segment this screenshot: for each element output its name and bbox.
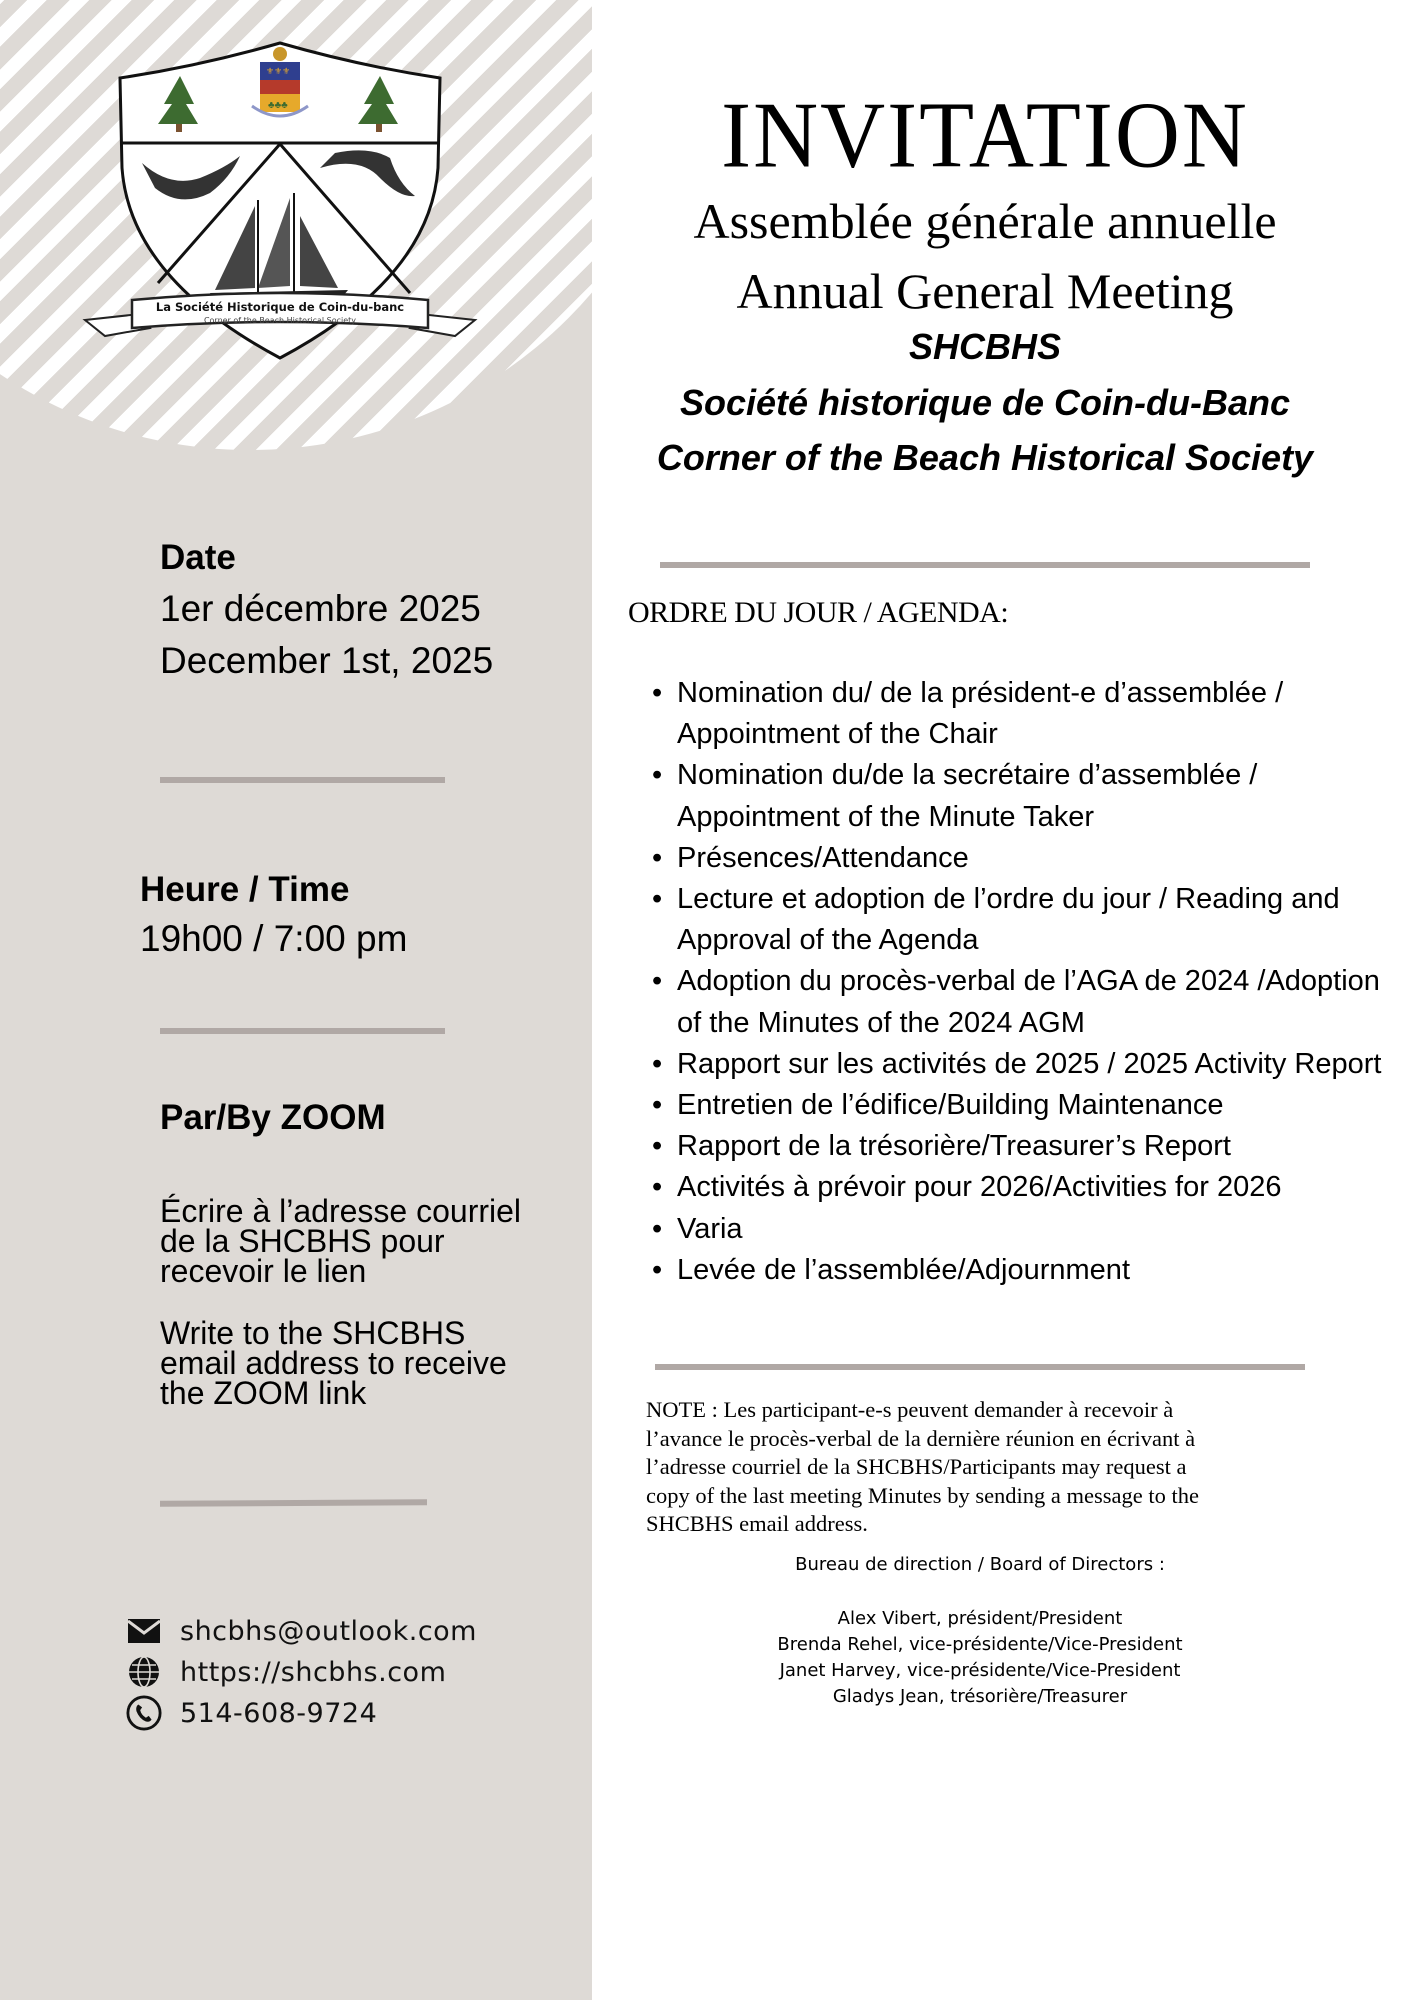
bullet-icon: • <box>652 1212 663 1245</box>
website-link[interactable]: https://shcbhs.com <box>180 1656 447 1688</box>
divider <box>160 1028 445 1034</box>
org-acronym: SHCBHS <box>908 326 1061 367</box>
svg-text:♣♣♣: ♣♣♣ <box>268 100 288 111</box>
time-label: Heure / Time <box>140 870 350 909</box>
agenda-item-line: Entretien de l’édifice/Building Maintenance <box>677 1089 1224 1122</box>
zoom-en-line: the ZOOM link <box>160 1375 367 1411</box>
crest-banner-line1: La Société Historique de Coin-du-banc <box>155 300 405 314</box>
zoom-fr-line: recevoir le lien <box>160 1253 367 1289</box>
bullet-icon: • <box>652 1089 663 1122</box>
agenda-list <box>652 673 1412 1291</box>
bullet-icon: • <box>652 1047 663 1080</box>
bullet-icon: • <box>652 677 663 709</box>
zoom-en-line: email address to receive <box>160 1345 507 1381</box>
subtitle-en: Annual General Meeting <box>736 263 1234 319</box>
agenda-item <box>652 879 1412 961</box>
zoom-instructions-en <box>160 1315 507 1411</box>
subtitle-fr: Assemblée générale annuelle <box>693 193 1277 249</box>
board-member: Janet Harvey, vice-présidente/Vice-President <box>779 1660 1181 1681</box>
crest-banner-line2: Corner of the Beach Historical Society <box>203 316 357 325</box>
bullet-icon: • <box>652 1130 663 1163</box>
agenda-item <box>652 1209 1412 1250</box>
agenda-item-line: Levée de l’assemblée/Adjournment <box>677 1253 1130 1286</box>
zoom-label: Par/By ZOOM <box>160 1098 386 1137</box>
zoom-en-line: Write to the SHCBHS <box>160 1315 466 1351</box>
zoom-instructions-fr <box>160 1193 522 1289</box>
agenda-item <box>652 755 1412 837</box>
board-member: Alex Vibert, président/President <box>837 1608 1123 1629</box>
note-line: copy of the last meeting Minutes by sending a message to the <box>646 1482 1200 1508</box>
contact-email[interactable] <box>126 1612 477 1650</box>
agenda-item <box>652 838 1412 879</box>
left-panel <box>0 0 592 2000</box>
zoom-fr-line: Écrire à l’adresse courriel <box>160 1193 522 1229</box>
board-member: Brenda Rehel, vice-présidente/Vice-President <box>777 1634 1183 1655</box>
date-en: December 1st, 2025 <box>160 640 494 681</box>
bullet-icon: • <box>652 965 663 998</box>
bullet-icon: • <box>652 759 663 792</box>
agenda-item-line: Varia <box>677 1212 743 1245</box>
board-members <box>700 1606 1260 1710</box>
divider <box>160 777 445 783</box>
org-name-fr: Société historique de Coin-du-Banc <box>679 382 1291 423</box>
agenda-item-line: Approval of the Agenda <box>677 924 979 957</box>
note-text <box>646 1396 1306 1539</box>
agenda-item-line: Lecture et adoption de l’ordre du jour / Reading and <box>677 883 1340 916</box>
zoom-fr-line: de la SHCBHS pour <box>160 1223 445 1259</box>
agenda-item <box>652 961 1412 1043</box>
org-name-en: Corner of the Beach Historical Society <box>656 437 1314 478</box>
agenda-item <box>652 1126 1412 1167</box>
phone-icon <box>126 1695 162 1731</box>
agenda-item-line: Appointment of the Minute Taker <box>677 800 1094 833</box>
bullet-icon: • <box>652 883 663 916</box>
note-line: l’adresse courriel de la SHCBHS/Participants may request a <box>646 1454 1187 1479</box>
date-label: Date <box>160 538 236 577</box>
agenda-item-line: Rapport de la trésorière/Treasurer’s Report <box>677 1130 1231 1163</box>
time-value: 19h00 / 7:00 pm <box>140 918 408 959</box>
divider <box>660 562 1310 568</box>
agenda-item-line: Présences/Attendance <box>677 841 969 874</box>
mail-icon <box>126 1613 162 1649</box>
phone-number[interactable]: 514-608-9724 <box>180 1697 378 1729</box>
agenda-heading: ORDRE DU JOUR / AGENDA: <box>628 596 1009 629</box>
agenda-item <box>652 1044 1412 1085</box>
globe-icon <box>126 1654 162 1690</box>
note-line: SHCBHS email address. <box>646 1511 868 1536</box>
date-fr: 1er décembre 2025 <box>160 588 481 629</box>
agenda-item <box>652 1085 1412 1126</box>
board-heading: Bureau de direction / Board of Directors : <box>795 1554 1165 1575</box>
agenda-item-line: Nomination du/ de la président-e d’assemblée / <box>677 677 1284 709</box>
note-line: l’avance le procès-verbal de la dernière réunion en écrivant à <box>646 1425 1196 1451</box>
agenda-item <box>652 673 1412 755</box>
board-member: Gladys Jean, trésorière/Treasurer <box>832 1686 1128 1707</box>
agenda-item-line: Rapport sur les activités de 2025 / 2025 Activity Report <box>677 1047 1382 1080</box>
bullet-icon: • <box>652 841 663 874</box>
society-crest-logo <box>80 28 480 388</box>
invitation-title: INVITATION <box>721 83 1249 188</box>
bullet-icon: • <box>652 1171 663 1204</box>
svg-text:⚜⚜⚜: ⚜⚜⚜ <box>266 66 291 76</box>
contact-phone[interactable] <box>126 1694 377 1732</box>
agenda-item-line: Adoption du procès-verbal de l’AGA de 2024 /Adoption <box>677 965 1380 998</box>
agenda-item-line: Appointment of the Chair <box>677 718 998 751</box>
contact-website[interactable] <box>126 1653 446 1691</box>
email-link[interactable]: shcbhs@outlook.com <box>180 1615 477 1647</box>
agenda-item-line: of the Minutes of the 2024 AGM <box>677 1006 1085 1039</box>
divider <box>160 1499 427 1506</box>
note-line: NOTE : Les participant-e-s peuvent demander à recevoir à <box>646 1397 1174 1422</box>
divider <box>655 1364 1305 1370</box>
agenda-item <box>652 1250 1412 1291</box>
agenda-item-line: Activités à prévoir pour 2026/Activities for 2026 <box>677 1171 1282 1204</box>
agenda-item-line: Nomination du/de la secrétaire d’assemblée / <box>677 759 1258 792</box>
agenda-item <box>652 1167 1412 1208</box>
bullet-icon: • <box>652 1253 663 1286</box>
